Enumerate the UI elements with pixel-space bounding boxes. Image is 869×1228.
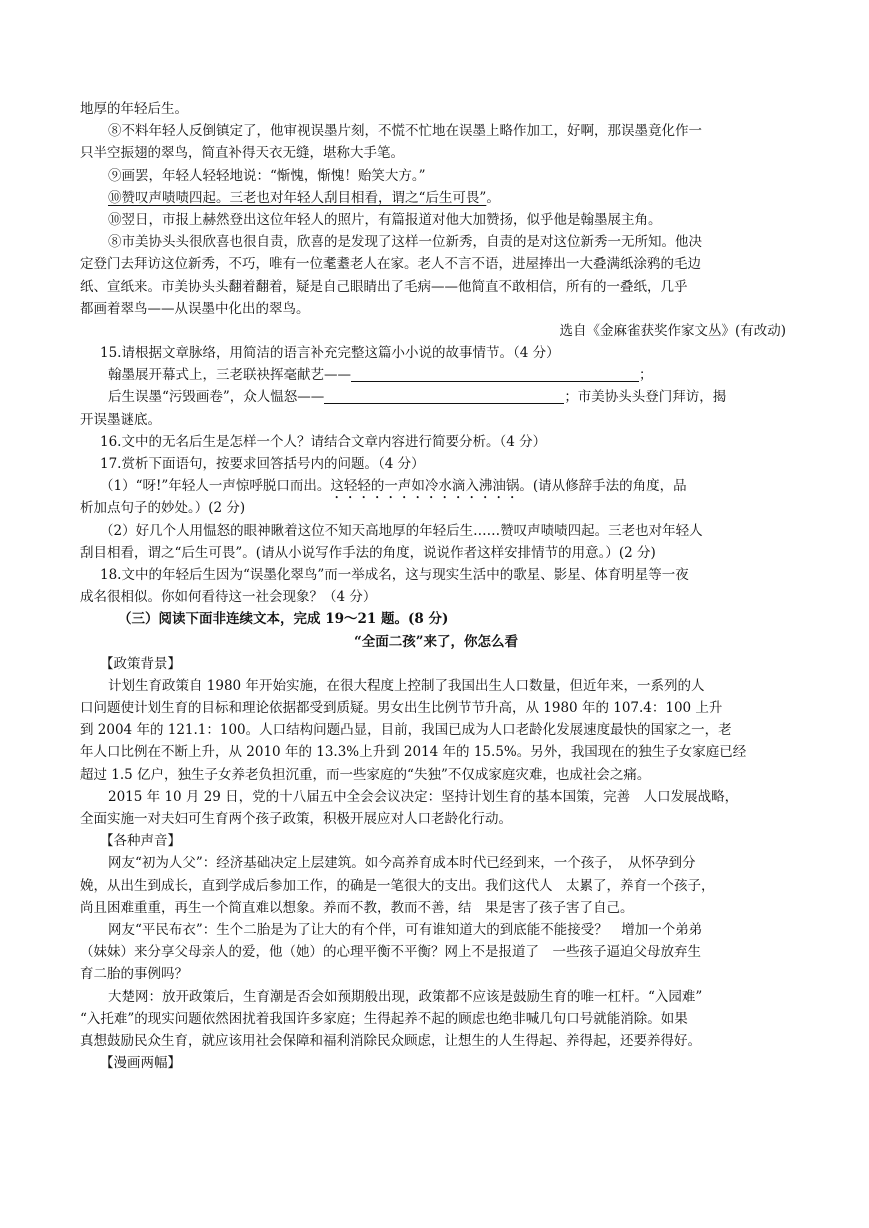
voices-label: 【各种声音】	[100, 833, 181, 850]
story-source: 选自《金麻雀获奖作家文丛》(有改动)	[559, 322, 786, 339]
policy-background-label: 【政策背景】	[100, 655, 181, 672]
q17-1-prompt: （1）“呀!”年轻人一声惊呼脱口而出。	[100, 478, 331, 495]
question-17: 17.赏析下面语句，按要求回答括号内的问题。（4 分）	[100, 456, 425, 472]
comics-label: 【漫画两幅】	[100, 1055, 181, 1072]
story-paragraph-8b-line3: 纸、宣纸来。市美协头头翻着翻着，疑是自己眼睛出了毛病——他简直不敢相信，所有的一叠纸，几乎	[80, 278, 688, 295]
story-paragraph-8b-line1: ⑧市美协头头很欣喜也很自责，欣喜的是发现了这样一位新秀，自责的是对这位新秀一无所知。他决	[108, 234, 702, 251]
question-18-line2: 成名很相似。你如何看待这一社会现象？（4 分）	[80, 589, 377, 606]
section-3-heading: （三）阅读下面非连续文本，完成 19～21 题。(8 分)	[118, 611, 449, 628]
question-15-answer-2-line2: 开误墨谜底。	[80, 411, 161, 428]
story-paragraph-8a-line1: ⑧不料年轻人反倒镇定了，他审视误墨片刻，不慌不忙地在误墨上略作加工，好啊，那误墨竟化作一	[108, 123, 702, 140]
voice-2-line2: （妹妹）来分享父母亲人的爱，他（她）的心理平衡不平衡？网上不是报道了 一些孩子逼迫父母放弃生	[80, 944, 701, 961]
answer-1-suffix: ；	[639, 367, 653, 384]
voice-3-line1: 大楚网：放开政策后，生育潮是否会如预期般出现，政策都不应该是鼓励生育的唯一杠杆。“入园难”	[108, 988, 703, 1005]
question-15-answer-2	[80, 386, 792, 408]
question-17-2-line2: 刮目相看，谓之“后生可畏”。(请从小说写作手法的角度，说说作者这样安排情节的用意。）(2 分)	[80, 544, 656, 561]
underlined-sentence: ⑩赞叹声啧啧四起。三老也对年轻人刮目相看，谓之“后生可畏”	[108, 189, 487, 206]
dotted-sentence: 这轻轻的一声如冷水滴入沸油锅	[330, 478, 520, 495]
voice-3-line2: “入托难”的现实问题依然困扰着我国许多家庭；生得起养不起的顾虑也绝非喊几句口号就能消除。如果	[80, 1010, 688, 1027]
voice-2-line3: 育二胎的事例吗？	[80, 966, 188, 983]
sentence-tail: 。	[486, 189, 500, 206]
document-page	[80, 98, 792, 1074]
story-paragraph-8b-line4: 都画着翠鸟——从误墨中化出的翠鸟。	[80, 300, 310, 317]
story-paragraph-9: ⑨画罢，年轻人轻轻地说：“惭愧，惭愧！贻笑大方。”	[108, 167, 426, 184]
voice-1-line1: 网友“初为人父”：经济基础决定上层建筑。如今高养育成本时代已经到来，一个孩子， 从怀孕到分	[108, 855, 696, 872]
question-17-1-line2: 析加点句子的妙处。）(2 分)	[80, 500, 246, 517]
answer-1-prompt: 翰墨展开幕式上，三老联袂挥毫献艺——	[108, 367, 351, 384]
voice-3-line3: 真想鼓励民众生育，就应该用社会保障和福利消除民众顾虑，让想生的人生得起、养得起，还要养得好。	[80, 1032, 701, 1049]
policy-background-p2-line2: 全面实施一对夫妇可生育两个孩子政策，积极开展应对人口老龄化行动。	[80, 811, 512, 827]
question-17-1	[80, 475, 792, 497]
story-paragraph-8b-line2: 定登门去拜访这位新秀，不巧，唯有一位耄耋老人在家。老人不言不语，进屋捧出一大叠满纸涂鸦的毛边	[80, 256, 701, 273]
story-paragraph-8a-line2: 只半空振翅的翠鸟，简直补得天衣无缝，堪称大手笔。	[80, 145, 404, 162]
section-3-title: “全面二孩”来了，你怎么看	[353, 633, 519, 650]
answer-blank-2[interactable]	[324, 389, 564, 404]
voice-2-line1: 网友“平民布衣”：生个二胎是为了让大的有个伴，可有谁知道大的到底能不能接受？ 增加一个弟弟	[108, 921, 703, 938]
question-18-line1: 18.文中的年轻后生因为“误墨化翠鸟”而一举成名，这与现实生活中的歌星、影星、体育明星等一夜	[100, 566, 689, 583]
answer-blank-1[interactable]	[351, 367, 639, 382]
answer-2-suffix: ；市美协头头登门拜访，揭	[564, 389, 727, 406]
q17-1-instruction: 。(请从修辞手法的角度，品	[519, 478, 687, 495]
voice-1-line3: 尚且困难重重，再生一个简直难以想象。养而不教，教而不善，结 果是害了孩子害了自己。	[80, 899, 634, 916]
policy-background-p1-line3: 到 2004 年的 121.1：100。人口结构问题凸显，目前，我国已成为人口老龄化发展速度最快的国家之一，老	[80, 722, 732, 739]
policy-background-p1-line4: 年人口比例在不断上升，从 2010 年的 13.3%上升到 2014 年的 15.5%。另外，我国现在的独生子女家庭已经	[80, 744, 747, 761]
policy-background-p1-line2: 口问题使计划生育的目标和理论依据都受到质疑。男女出生比例节节升高，从 1980 年的 107.4：100 上升	[80, 700, 723, 717]
policy-background-p2-line1: 2015 年 10 月 29 日，党的十八届五中全会会议决定：坚持计划生育的基本国策，完善 人口发展战略，	[108, 788, 739, 805]
question-15-answer-1	[80, 364, 792, 386]
story-paragraph-end: 地厚的年轻后生。	[80, 101, 188, 117]
story-paragraph-11: ⑩翌日，市报上赫然登出这位年轻人的照片，有篇报道对他大加赞扬，似乎他是翰墨展主角。	[108, 211, 662, 228]
story-paragraph-10	[80, 187, 792, 209]
voice-1-line2: 娩，从出生到成长，直到学成后参加工作，的确是一笔很大的支出。我们这代人 太累了，养育一个孩子，	[80, 877, 715, 894]
question-15: 15.请根据文章脉络，用简洁的语言补充完整这篇小小说的故事情节。（4 分）	[100, 345, 560, 362]
policy-background-p1-line1: 计划生育政策自 1980 年开始实施，在很大程度上控制了我国出生人口数量，但近年来，一系列的人	[108, 677, 705, 694]
answer-2-prompt: 后生误墨“污毁画卷”，众人愠怒——	[108, 389, 325, 406]
question-17-2-line1: （2）好几个人用愠怒的眼神瞅着这位不知天高地厚的年轻后生……赞叹声啧啧四起。三老也对年轻人	[100, 522, 703, 539]
policy-background-p1-line5: 超过 1.5 亿户，独生子女养老负担沉重，而一些家庭的“失独”不仅成家庭灾难，也成社会之痛。	[80, 766, 651, 783]
question-16: 16.文中的无名后生是怎样一个人？请结合文章内容进行简要分析。（4 分）	[100, 433, 547, 450]
